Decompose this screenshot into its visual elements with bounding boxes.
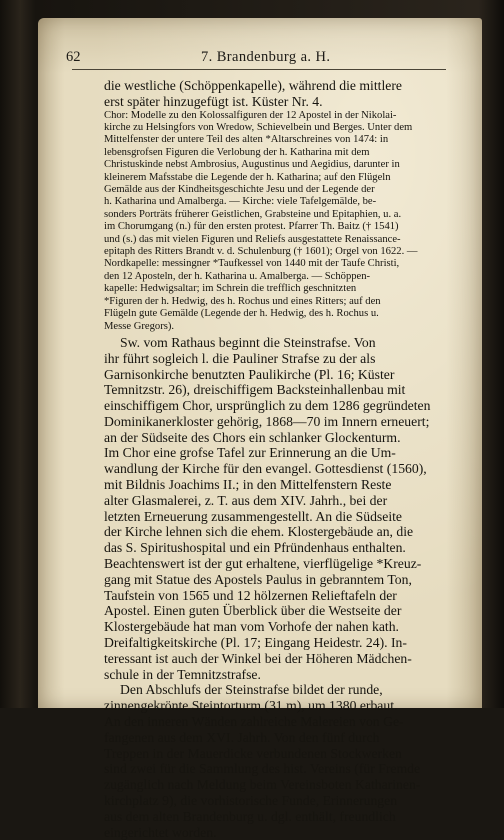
- text-line: Flügeln gute Gemälde (Legende der h. Hedwig, des h. Rochus u.: [104, 308, 379, 320]
- text-line: der Kirche lehnen sich die ehem. Klostergebäude an, die: [104, 524, 414, 540]
- text-line: h. Katharina und Amalberga. — Kirche: viele Tafelgemälde, be-: [104, 196, 377, 208]
- text-line: kirchplatz 9), die vorhistorische Funde, Erinnerungen: [104, 793, 398, 809]
- text-line: und (s.) das mit vielen Figuren und Reliefs ausgestattete Renaissance-: [104, 233, 401, 245]
- text-line: Den Abschlufs der Steinstrafse bildet der runde,: [120, 682, 383, 698]
- text-line: kirche zu Helsingfors von Wredow, Schievelbein und Berges. Unter dem: [104, 122, 413, 133]
- text-line: Chor: Modelle zu den Kolossalfiguren der 12 Apostel in der Nikolai-: [104, 109, 397, 121]
- text-line: *Figuren der h. Hedwig, des h. Rochus und eines Ritters; auf den: [104, 295, 381, 307]
- text-line: mit Bildnis Joachims II.; in den Mittelfenstern Reste: [104, 477, 392, 493]
- text-line: Im Chor eine grofse Tafel zur Erinnerung an die Um-: [104, 445, 396, 461]
- text-line: Beachtenswert ist der gut erhaltene, vierflügelige *Kreuz-: [104, 556, 422, 572]
- text-line: Apostel. Einen guten Überblick über die Westseite der: [104, 603, 402, 619]
- text-line: Garnisonkirche benutzten Paulikirche (Pl. 16; Küster: [104, 366, 395, 382]
- text-line: das S. Spiritushospital und ein Pfründenhaus enthalten.: [104, 540, 406, 556]
- text-line: An den inneren Wänden zahlreiche Malereien von Ge-: [104, 714, 404, 730]
- text-line: Treppen in der Mauerdicke verbundenen Stockwerken: [104, 745, 402, 761]
- text-line: epitaph des Ritters Brandt v. d. Schulenburg († 1601); Orgel von 1622. —: [104, 246, 418, 258]
- text-line: teressant ist auch der Winkel bei der Höheren Mädchen-: [104, 650, 412, 666]
- text-line: ihr führt sogleich l. die Pauliner Strafse zu der als: [104, 350, 376, 366]
- text-line: eingerichtet worden.: [104, 824, 217, 840]
- text-line: im Chorumgang (n.) für den ersten protest. Pfarrer Th. Baitz († 1541): [104, 221, 399, 233]
- paragraph-westliche: [104, 78, 476, 110]
- text-line: Dominikanerkloster gehörig, 1868—70 im Innern erneuert;: [104, 413, 430, 429]
- text-line: letzten Erneuerung zusammengestellt. An die Südseite: [104, 508, 402, 524]
- paragraph-chor-notes: [104, 110, 476, 333]
- text-line: Christuskinde nebst Ambrosius, Augustinus und Aegidius, darunter in: [104, 159, 400, 171]
- text-line: alter Glasmalerei, z. T. aus dem XIV. Jahrh., bei der: [104, 492, 388, 508]
- page-content: [104, 78, 476, 840]
- text-line: kapelle: Hedwigsaltar; im Schrein die trefflich geschnitzten: [104, 283, 357, 295]
- text-line: Messe Gregors).: [104, 320, 175, 332]
- text-line: kleinerem Mafsstabe die Legende der h. Katharina; auf den Flügeln: [104, 171, 391, 183]
- text-line: Taufstein von 1565 und 12 hölzernen Relieftafeln der: [104, 587, 397, 603]
- text-line: sonders Porträts früherer Geistlichen, Grabsteine und Epitaphien, u. a.: [104, 208, 402, 220]
- text-line: lebensgrofsen Figuren die Verlobung der h. Katharina mit dem: [104, 146, 370, 158]
- text-line: Mittelfenster der untere Teil des alten *Altarschreines von 1474: in: [104, 134, 389, 146]
- text-line: zinnengekrönte Steintorturm (31 m), um 1380 erbaut.: [104, 698, 398, 714]
- text-line: an der Südseite des Chors ein schlanker Glockenturm.: [104, 429, 401, 445]
- page-number: 62: [66, 49, 81, 65]
- header-rule: [72, 69, 446, 70]
- text-line: wandlung der Kirche für den evangel. Gottesdienst (1560),: [104, 461, 427, 477]
- text-line: gang mit Statue des Apostels Paulus in gebranntem Ton,: [104, 571, 412, 587]
- text-line: Nordkapelle: messingner *Taufkessel von 1440 mit der Taufe Christi,: [104, 258, 400, 270]
- text-line: erst später hinzugefügt ist. Küster Nr. 4.: [104, 93, 323, 109]
- text-line: Gemälde aus der Kindheitsgeschichte Jesu und der Legende der: [104, 184, 375, 196]
- paragraph-steintorturm: [104, 682, 476, 840]
- text-line: fangenen aus dem XVI. Jahrh. Von den fünf durch: [104, 729, 380, 745]
- text-line: Dreifaltigkeitskirche (Pl. 17; Eingang Heidestr. 24). In-: [104, 635, 407, 651]
- paragraph-paulikirche: [104, 335, 476, 683]
- running-title: 7. Brandenburg a. H.: [201, 49, 331, 65]
- page-header: [66, 49, 458, 69]
- text-line: Temnitzstr. 26), dreischiffigem Backsteinhallenbau mit: [104, 382, 406, 398]
- text-line: die westliche (Schöppenkapelle), während die mittlere: [104, 78, 402, 93]
- text-line: den 12 Aposteln, der h. Katharina u. Amalberga. — Schöppen-: [104, 270, 371, 282]
- text-line: Sw. vom Rathaus beginnt die Steinstrafse. Von: [120, 334, 376, 350]
- text-line: schule in der Temnitzstrafse.: [104, 666, 261, 682]
- text-line: aus dem alten Brandenburg u. dgl. enthält, freundlich: [104, 808, 396, 824]
- text-line: sind zwei für die Sammlung des hist. Vereins (für Fremde: [104, 761, 421, 777]
- text-line: zugänglich nach Meldung beim Vereinsboten Katharinen-: [104, 777, 421, 793]
- text-line: einschiffigem Chor, ursprünglich zu dem 1286 gegründeten: [104, 398, 431, 414]
- text-line: Klostergebäude hat man vom Vorhofe der nahen kath.: [104, 619, 399, 635]
